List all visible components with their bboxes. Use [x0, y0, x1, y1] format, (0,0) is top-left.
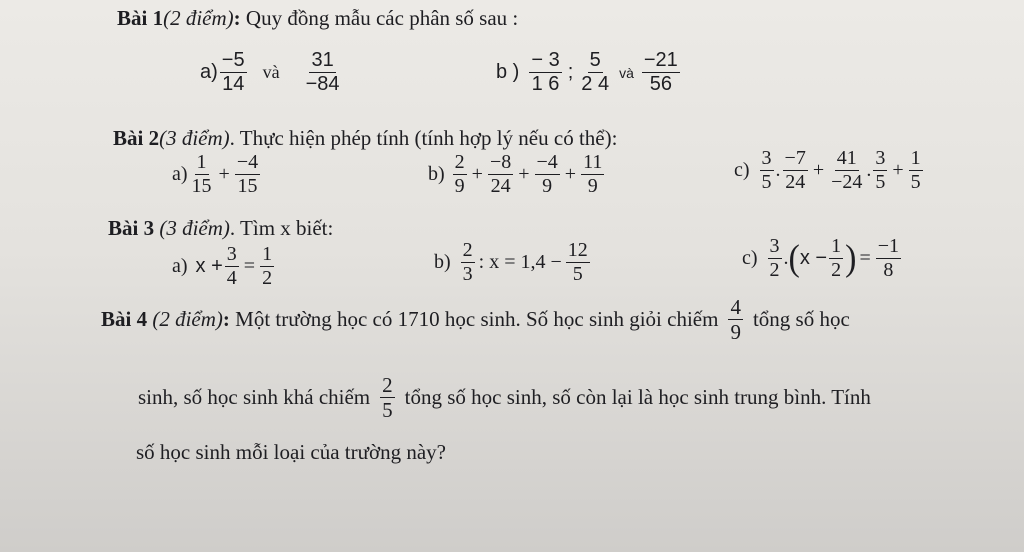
fraction: $\frac{1}{2}$: [831, 235, 842, 281]
bai1-b: [496, 50, 682, 95]
fraction: $\frac{2}{3}$: [462, 239, 473, 285]
bai4-line1: Bài 4 (2 điểm) : Một trường học có 1710 học sinh. Số học sinh giỏi chiếm $\frac{4}{9}$ tổng số học: [101, 295, 850, 345]
fraction: $\frac{4}{9}$: [730, 295, 741, 345]
bai3-points: (3 điểm): [159, 216, 230, 240]
bai1-b-sep2: và: [619, 64, 634, 81]
fraction: $\frac{-5}{14}$: [221, 49, 245, 95]
bai4-line1-text: Một trường học có 1710 học sinh. Số học sinh giỏi chiếm: [235, 307, 719, 332]
fraction: $\frac{-8}{24}$: [489, 151, 512, 197]
dot-operator: .: [866, 159, 872, 181]
fraction: $\frac{1}{2}$: [262, 243, 273, 289]
bai3-c-label: c): [742, 247, 758, 269]
bai3-b-mid: : x = 1,4 −: [478, 251, 562, 273]
fraction: $\frac{1}{15}$: [191, 151, 212, 197]
bai4-line1-end: tổng số học: [752, 307, 850, 332]
bai1-label: Bài 1: [117, 6, 164, 30]
plus-operator: +: [218, 163, 230, 185]
bai1-b-sep1: ;: [567, 61, 574, 83]
bai2-heading: [113, 126, 617, 151]
bai3-c-x: x −: [799, 247, 828, 269]
bai2-label: Bài 2: [113, 126, 160, 150]
bai2-c: [734, 148, 925, 193]
bai2-b-label: b): [428, 163, 445, 185]
bai3-a-label: a): [172, 255, 188, 277]
plus-operator: +: [892, 159, 904, 181]
bai1-a: [200, 50, 344, 95]
bai1-b-label: b ): [496, 61, 520, 83]
bai3-c: [742, 236, 903, 281]
fraction: $\frac{31}{-84}$: [305, 49, 340, 95]
equals-operator: =: [859, 247, 871, 269]
dot-operator: .: [775, 159, 781, 181]
bai2-points: (3 điểm): [159, 126, 230, 150]
bai3-text: . Tìm x biết:: [229, 216, 334, 240]
bai4-points: (2 điểm): [152, 307, 223, 332]
fraction: $\frac{3}{5}$: [875, 147, 886, 193]
fraction: $\frac{5}{2 4}$: [581, 49, 610, 95]
plus-operator: +: [471, 163, 483, 185]
bai2-text: . Thực hiện phép tính (tính hợp lý nếu có thể):: [229, 126, 618, 150]
bai2-c-label: c): [734, 159, 750, 181]
bai4-line2-end: tổng số học sinh, số còn lại là học sinh trung bình. Tính: [404, 385, 871, 410]
plus-operator: +: [564, 163, 577, 185]
bai3-a-pre: x +: [195, 255, 223, 277]
fraction: $\frac{-7}{24}$: [784, 147, 806, 193]
bai1-heading: [117, 6, 518, 31]
fraction: $\frac{1}{5}$: [910, 147, 921, 193]
fraction: $\frac{3}{2}$: [769, 235, 780, 281]
fraction: $\frac{2}{9}$: [454, 151, 465, 197]
bai1-text: Quy đồng mẫu các phân số sau :: [245, 6, 519, 30]
equals-operator: =: [243, 255, 256, 277]
bai3-a: [172, 244, 276, 289]
bai1-colon: :: [233, 6, 241, 30]
bai1-a-label: a): [200, 61, 218, 83]
bai3-label: Bài 3: [108, 216, 155, 240]
left-parenthesis: (: [788, 237, 800, 279]
bai3-heading: [108, 216, 333, 241]
bai1-points: (2 điểm): [163, 6, 234, 30]
fraction: $\frac{41}{-24}$: [831, 147, 863, 193]
dot-operator: .: [783, 247, 789, 269]
fraction: $\frac{-1}{8}$: [877, 235, 900, 281]
fraction: $\frac{3}{5}$: [761, 147, 772, 193]
bai4-label: Bài 4: [101, 307, 148, 332]
bai1-a-sep: và: [262, 62, 280, 82]
fraction: $\frac{12}{5}$: [567, 239, 588, 285]
right-parenthesis: ): [845, 237, 857, 279]
fraction: $\frac{-4}{15}$: [236, 151, 259, 197]
fraction: $\frac{3}{4}$: [226, 243, 237, 289]
bai2-a-label: a): [172, 163, 188, 185]
fraction: $\frac{- 3}{1 6}$: [531, 49, 560, 95]
fraction: $\frac{-4}{9}$: [536, 151, 558, 197]
fraction: $\frac{2}{5}$: [382, 373, 393, 423]
bai3-b-label: b): [434, 251, 451, 273]
plus-operator: +: [518, 163, 530, 185]
fraction: $\frac{11}{9}$: [583, 151, 603, 197]
plus-operator: +: [812, 159, 825, 181]
bai4-line2-start: sinh, số học sinh khá chiếm: [138, 385, 371, 410]
bai2-a: [172, 152, 262, 197]
bai3-b: [434, 240, 592, 285]
bai4-line2: [138, 374, 871, 421]
bai2-b: [428, 152, 606, 197]
fraction: $\frac{-21}{56}$: [643, 49, 678, 95]
bai4-line3: số học sinh mỗi loại của trường này?: [136, 440, 447, 464]
